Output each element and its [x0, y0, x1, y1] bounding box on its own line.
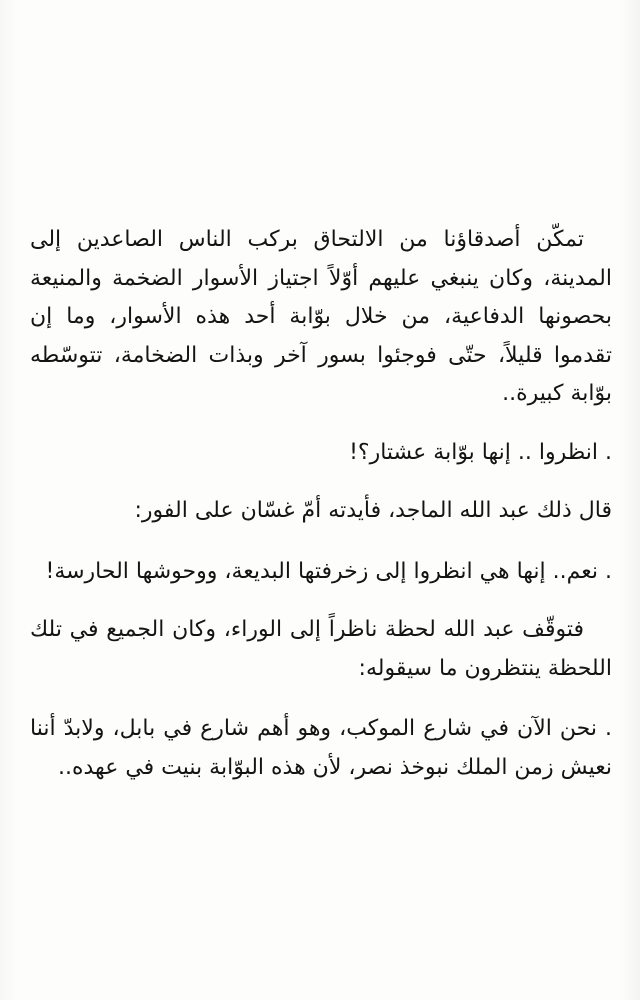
paragraph-5: فتوقّف عبد الله لحظة ناظراً إلى الوراء، وكان الجميع في تلك اللحظة ينتظرون ما سيقوله:	[30, 617, 612, 681]
paragraph-2: . انظروا .. إنها بوّابة عشتار؟!	[349, 439, 612, 465]
paragraph-3: قال ذلك عبد الله الماجد، فأيدته أمّ غسّان على الفور:	[134, 498, 612, 523]
paragraph-4: . نعم.. إنها هي انظروا إلى زخرفتها البديعة، ووحوشها الحارسة!	[45, 558, 612, 584]
paragraph-1: تمكّن أصدقاؤنا من الالتحاق بركب الناس الصاعدين إلى المدينة، وكان ينبغي عليهم أوّلاً اجتياز الأسوار الضخمة والمنيعة بحصونها الدفاعية، من خلال بوّابة أحد هذه الأسوار، وما إن تقدموا قليلاً، حتّى فوجئوا بسور آخر وبذات الضخامة، تتوسّطه بوّابة كبيرة..	[30, 227, 612, 406]
paragraph-6: . نحن الآن في شارع الموكب، وهو أهم شارع في بابل، ولابدّ أننا نعيش زمن الملك نبوخذ نصر، لأن هذه البوّابة بنيت في عهده..	[30, 716, 612, 780]
page-text	[30, 221, 612, 787]
